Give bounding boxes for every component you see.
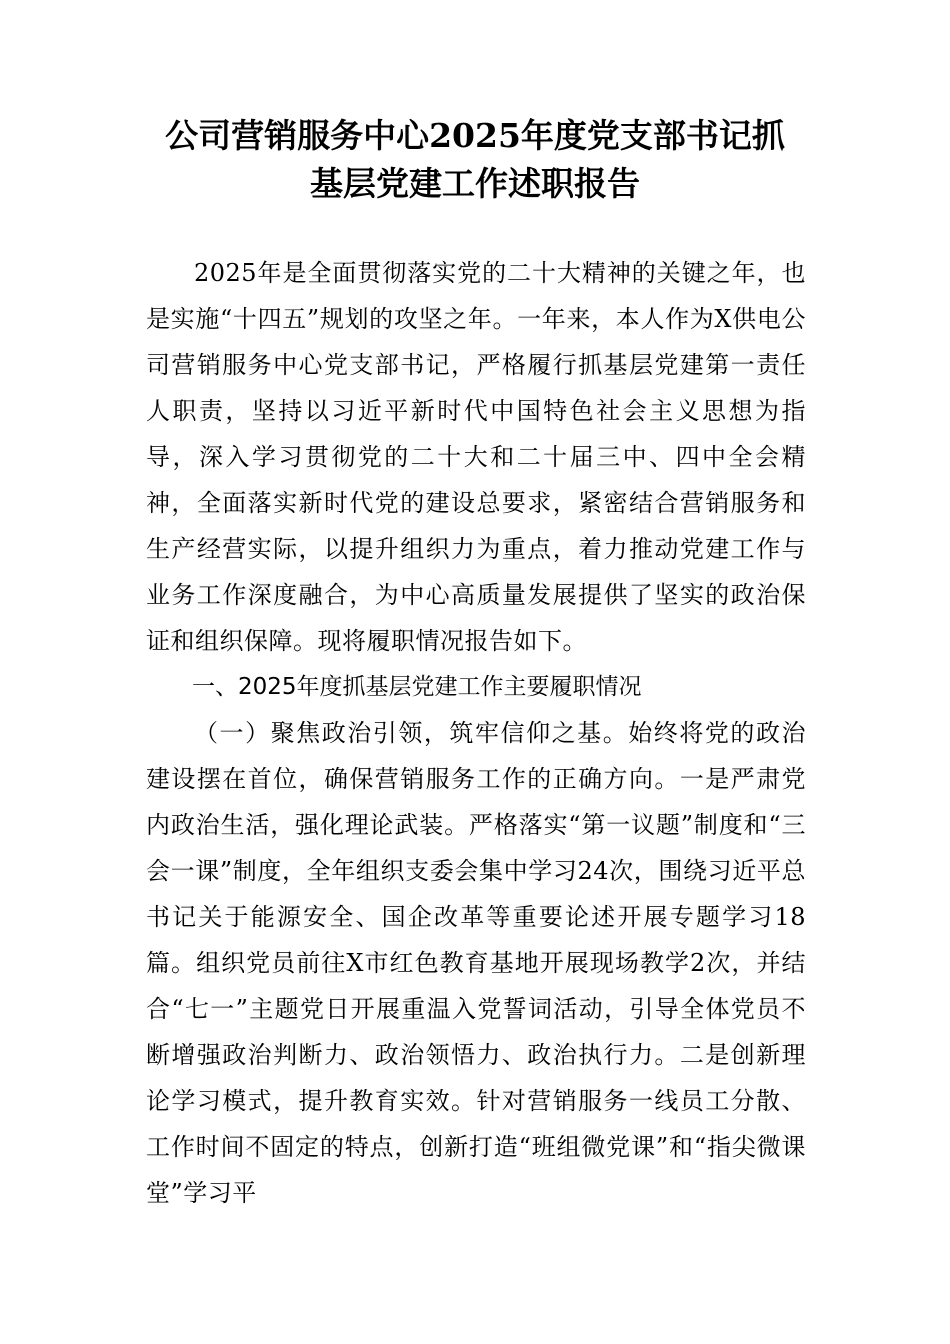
section-heading: 一、2025年度抓基层党建工作主要履职情况 (192, 674, 642, 700)
document-body (146, 250, 806, 1216)
section-paragraph: （一）聚焦政治引领，筑牢信仰之基。始终将党的政治建设摆在首位，确保营销服务工作的正确方向。一是严肃党内政治生活，强化理论武装。严格落实“第一议题”制度和“三会一课”制度，全年组织支委会集中学习24次，围绕习近平总书记关于能源安全、国企改革等重要论述开展专题学习18篇。组织党员前往X市红色教育基地开展现场教学2次，并结合“七一”主题党日开展重温入党誓词活动，引导全体党员不断增强政治判断力、政治领悟力、政治执行力。二是创新理论学习模式，提升教育实效。针对营销服务一线员工分散、工作时间不固定的特点，创新打造“班组微党课”和“指尖微课堂”学习平 (146, 719, 806, 1207)
document-title (140, 112, 810, 208)
title-line-1: 公司营销服务中心2025年度党支部书记抓 (165, 116, 785, 155)
title-line-2: 基层党建工作述职报告 (310, 164, 640, 203)
intro-paragraph: 2025年是全面贯彻落实党的二十大精神的关键之年，也是实施“十四五”规划的攻坚之年。一年来，本人作为X供电公司营销服务中心党支部书记，严格履行抓基层党建第一责任人职责，坚持以习近平新时代中国特色社会主义思想为指导，深入学习贯彻党的二十大和二十届三中、四中全会精神，全面落实新时代党的建设总要求，紧密结合营销服务和生产经营实际，以提升组织力为重点，着力推动党建工作与业务工作深度融合，为中心高质量发展提供了坚实的政治保证和组织保障。现将履职情况报告如下。 (146, 259, 806, 655)
